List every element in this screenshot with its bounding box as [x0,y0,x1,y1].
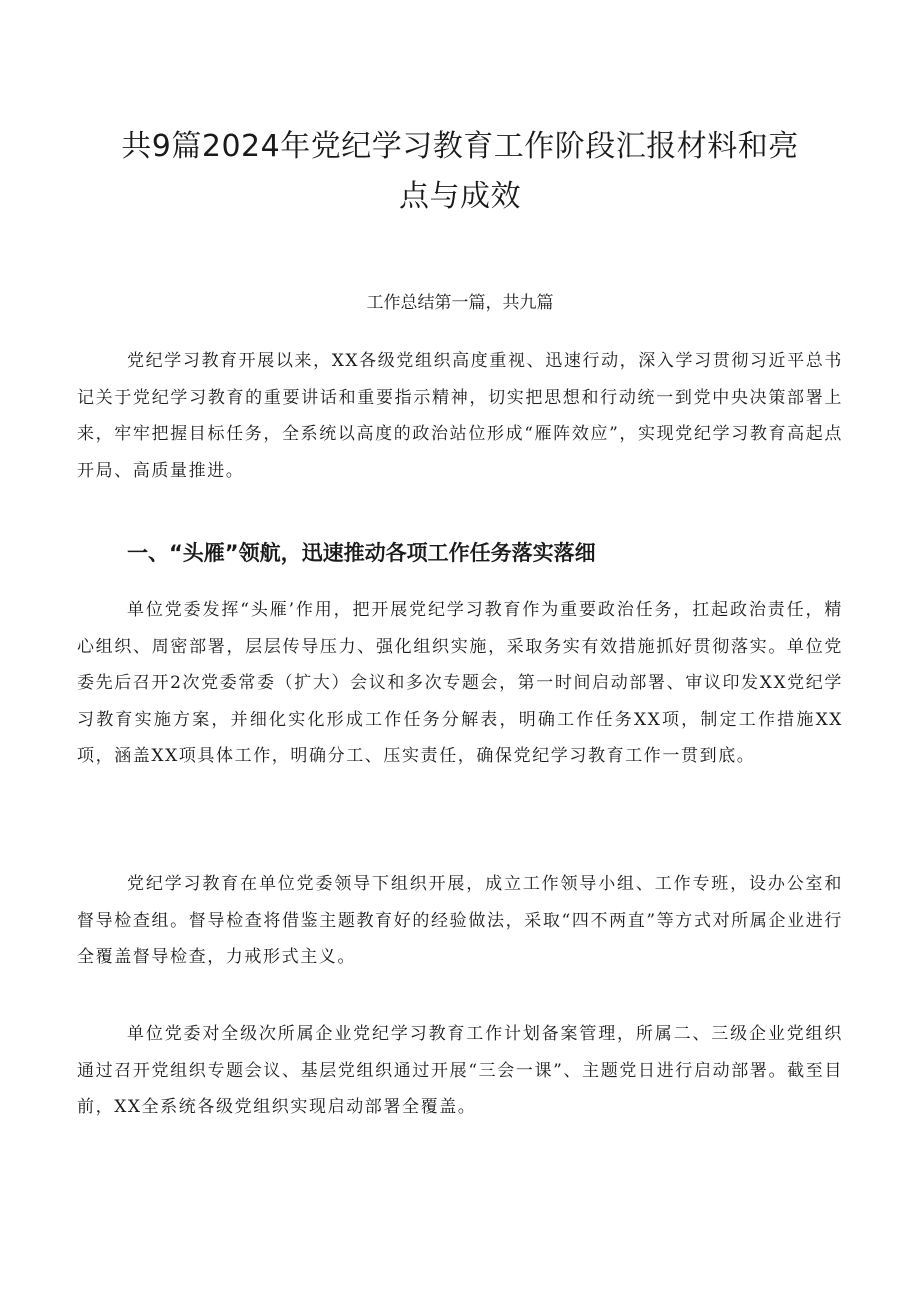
document-subtitle: 工作总结第一篇，共九篇 [366,293,554,313]
title-line-1: 共9篇2024年党纪学习教育工作阶段汇报材料和亮 [121,129,799,164]
paragraph-section1-a: 单位党委发挥“头雁’作用，把开展党纪学习教育作为重要政治任务，扛起政治责任，精心组织、周密部署，层层传导压力、强化组织实施，采取务实有效措施抓好贯彻落实。单位党委先后召开2次党委常委（扩大）会议和多次专题会，第一时间启动部署、审议印发XX党纪学习教育实施方案，并细化实化形成工作任务分解表，明确工作任务XX项，制定工作措施XX项，涵盖XX项具体工作，明确分工、压实责任，确保党纪学习教育工作一贯到底。 [77,600,843,766]
title-line-2: 点与成效 [399,179,521,214]
paragraph-section1-c: 单位党委对全级次所属企业党纪学习教育工作计划备案管理，所属二、三级企业党组织通过召开党组织专题会议、基层党组织通过开展“三会一课”、主题党日进行启动部署。截至目前，XX全系统各级党组织实现启动部署全覆盖。 [77,1024,843,1117]
document-title [60,122,860,222]
paragraph-section1-b: 党纪学习教育在单位党委领导下组织开展，成立工作领导小组、工作专班，设办公室和督导检查组。督导检查将借鉴主题教育好的经验做法，采取“四不两直”等方式对所属企业进行全覆盖督导检查，力戒形式主义。 [77,874,843,967]
paragraph-intro: 党纪学习教育开展以来，XX各级党组织高度重视、迅速行动，深入学习贯彻习近平总书记关于党纪学习教育的重要讲话和重要指示精神，切实把思想和行动统一到党中央决策部署上来，牢牢把握目标任务，全系统以高度的政治站位形成“雁阵效应”，实现党纪学习教育高起点开局、高质量推进。 [77,351,843,481]
section-heading-1: 一、“头雁”领航，迅速推动各项工作任务落实落细 [127,541,596,565]
